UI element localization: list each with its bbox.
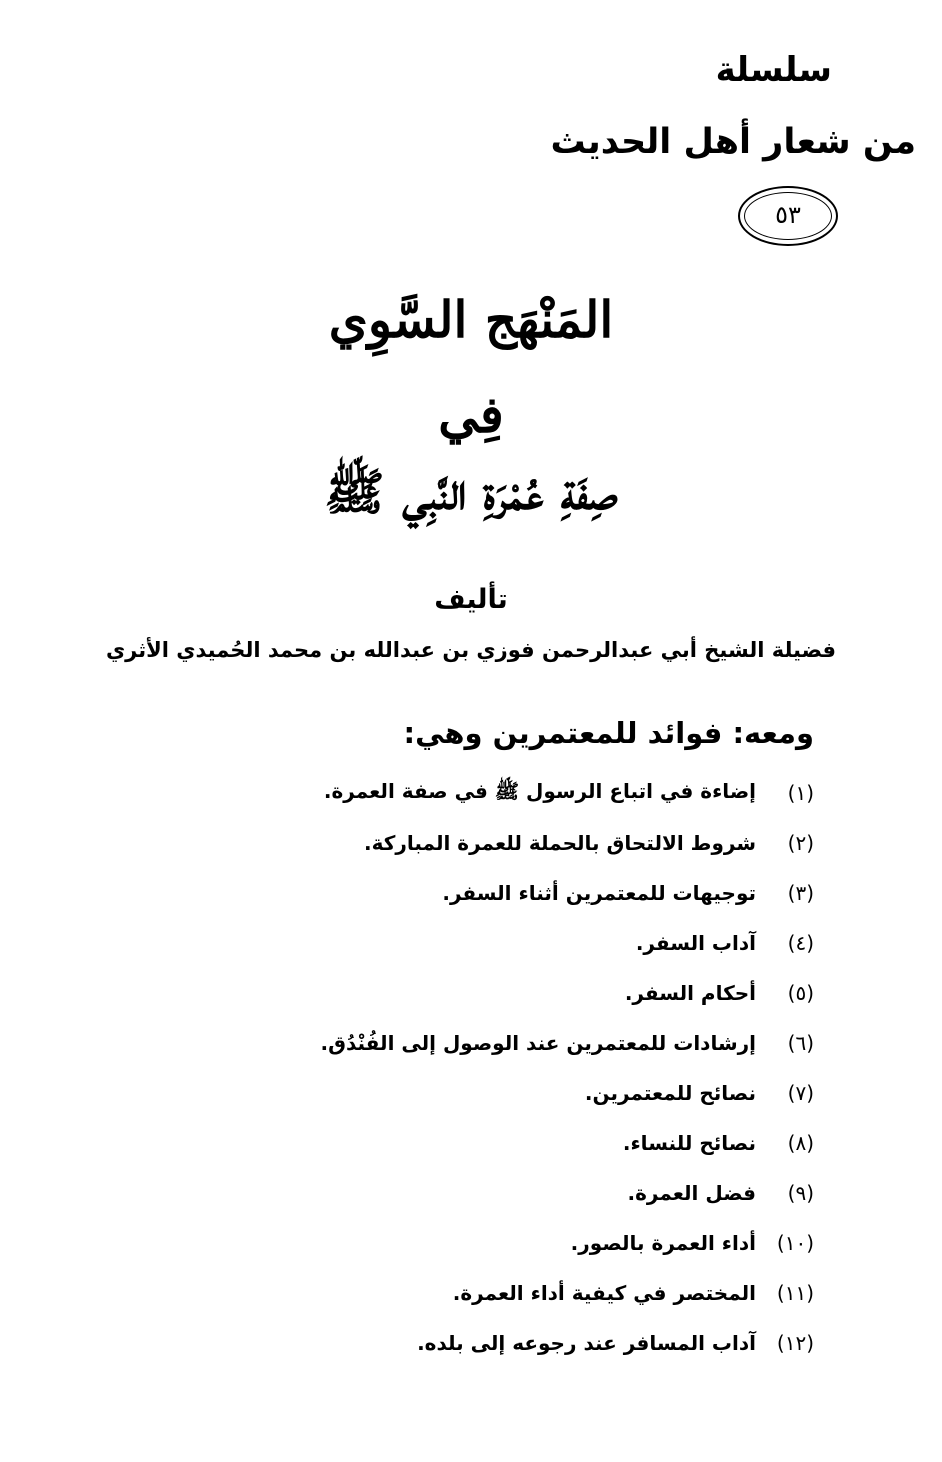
series-name: من شعار أهل الحديث <box>550 122 916 162</box>
item-number: (٥) <box>787 981 814 1005</box>
item-number: (١١) <box>776 1281 814 1305</box>
item-text: نصائح للمعتمرين. <box>584 1081 756 1105</box>
item-number: (١٢) <box>776 1331 814 1355</box>
list-item <box>174 1068 814 1118</box>
title-line-3: صِفَةِ عُمْرَةِ النَّبِي ﷺ <box>324 462 618 521</box>
item-number: (٢) <box>787 831 814 855</box>
benefits-list <box>174 768 814 1368</box>
series-number: ٥٣ <box>775 201 801 229</box>
item-text: إضاءة في اتباع الرسول ﷺ في صفة العمرة. <box>323 778 756 803</box>
benefits-heading: ومعه: فوائد للمعتمرين وهي: <box>403 716 814 750</box>
list-item <box>174 818 814 868</box>
author-label: تأليف <box>434 584 508 615</box>
list-item <box>174 1118 814 1168</box>
item-number: (١٠) <box>776 1231 814 1255</box>
item-text: إرشادات للمعتمرين عند الوصول إلى الفُنْدُق. <box>320 1031 756 1055</box>
author-name: فضيلة الشيخ أبي عبدالرحمن فوزي بن عبدالله بن محمد الحُميدي الأثري <box>105 638 837 662</box>
item-text: أداء العمرة بالصور. <box>570 1231 756 1255</box>
list-item <box>174 1318 814 1368</box>
item-text: فضل العمرة. <box>627 1181 756 1205</box>
list-item <box>174 768 814 818</box>
list-item <box>174 1018 814 1068</box>
list-item <box>174 918 814 968</box>
title-line-1: المَنْهَج السَّوِي <box>328 290 614 349</box>
item-text: آداب السفر. <box>635 931 756 955</box>
series-number-badge <box>738 186 838 246</box>
item-text: أحكام السفر. <box>624 981 756 1005</box>
item-number: (٣) <box>787 881 814 905</box>
list-item <box>174 1218 814 1268</box>
title-line-2: فِي <box>438 385 504 444</box>
item-number: (٧) <box>787 1081 814 1105</box>
item-text: آداب المسافر عند رجوعه إلى بلده. <box>417 1331 756 1355</box>
list-item <box>174 968 814 1018</box>
list-item <box>174 1168 814 1218</box>
list-item <box>174 1268 814 1318</box>
item-number: (٤) <box>787 931 814 955</box>
item-number: (٦) <box>787 1031 814 1055</box>
item-number: (١) <box>787 781 814 805</box>
item-text: نصائح للنساء. <box>622 1131 756 1155</box>
item-number: (٨) <box>787 1131 814 1155</box>
series-label: سلسلة <box>715 50 832 90</box>
item-text: شروط الالتحاق بالحملة للعمرة المباركة. <box>364 831 756 855</box>
item-text: توجيهات للمعتمرين أثناء السفر. <box>442 881 756 905</box>
item-text: المختصر في كيفية أداء العمرة. <box>452 1281 756 1305</box>
list-item <box>174 868 814 918</box>
item-number: (٩) <box>787 1181 814 1205</box>
